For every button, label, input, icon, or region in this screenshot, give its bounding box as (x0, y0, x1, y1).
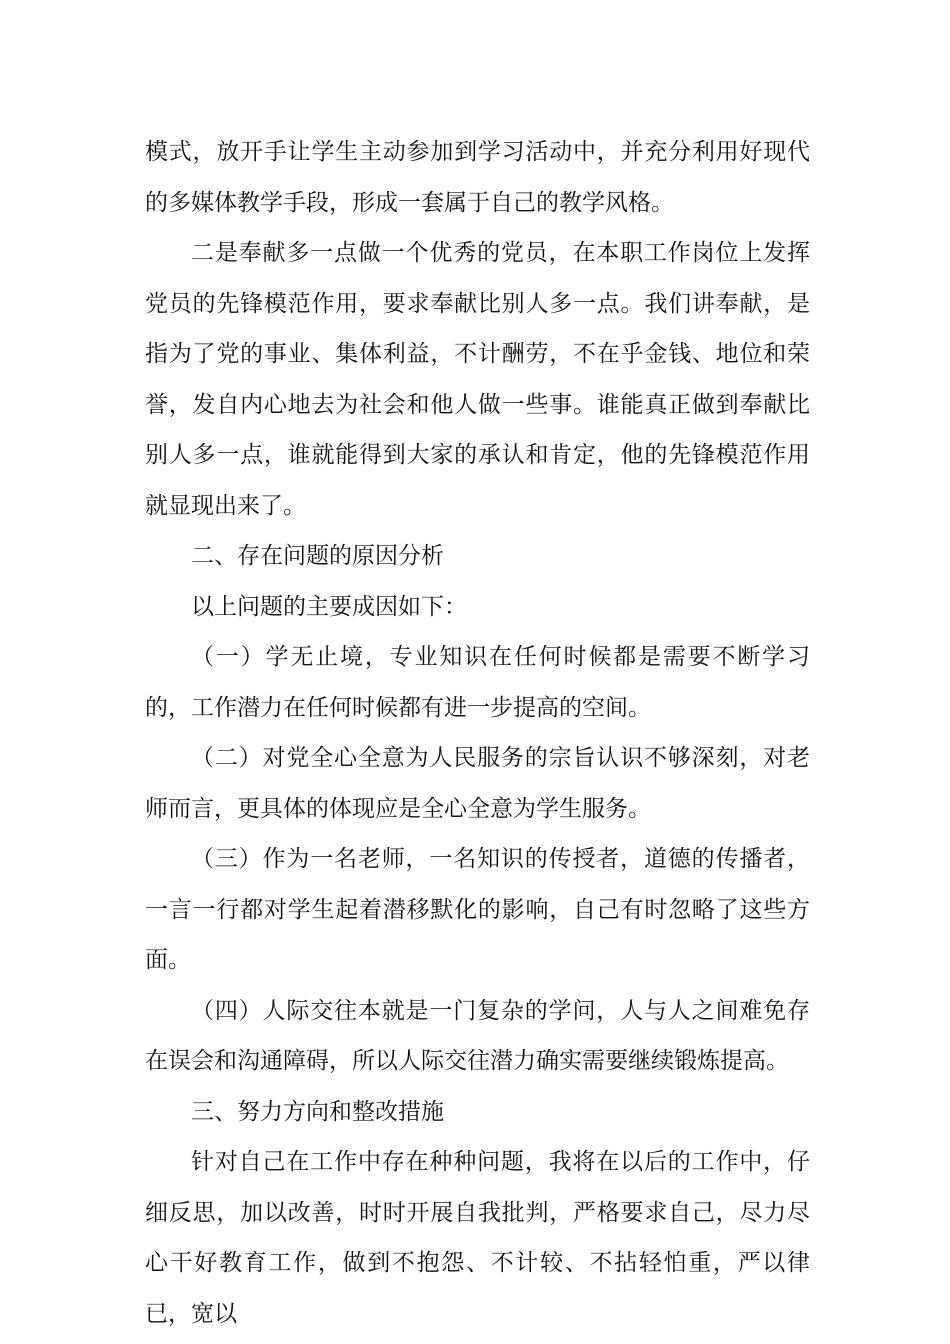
paragraph-improvement: 针对自己在工作中存在种种问题，我将在以后的工作中，仔细反思，加以改善，时时开展自我批判，严格要求自己，尽力尽心干好教育工作，做到不抱怨、不计较、不拈轻怕重，严以律已，宽以 (145, 1149, 810, 1327)
paragraph-main-causes: 以上问题的主要成因如下： (191, 593, 467, 620)
section-heading-cause-analysis: 二、存在问题的原因分析 (191, 543, 444, 569)
paragraph-dedication: 二是奉献多一点做一个优秀的党员，在本职工作岗位上发挥党员的先锋模范作用，要求奉献比别人多一点。我们讲奉献，是指为了党的事业、集体利益，不计酬劳，不在乎金钱、地位和荣誉，发自内心地去为社会和他人做一些事。谁能真正做到奉献比别人多一点，谁就能得到大家的承认和肯定，他的先锋模范作用就显现出来了。 (145, 240, 810, 519)
document-body (145, 127, 810, 1339)
paragraph-cause-2: （二）对党全心全意为人民服务的宗旨认识不够深刻，对老师而言，更具体的体现应是全心全意为学生服务。 (145, 745, 810, 822)
paragraph-cause-3: （三）作为一名老师，一名知识的传授者，道德的传播者，一言一行都对学生起着潜移默化的影响，自己有时忽略了这些方面。 (145, 846, 810, 973)
section-heading-improvement-measures: 三、努力方向和整改措施 (191, 1098, 444, 1125)
paragraph-cause-4: （四）人际交往本就是一门复杂的学问，人与人之间难免存在误会和沟通障碍，所以人际交往潜力确实需要继续锻炼提高。 (145, 997, 810, 1074)
paragraph-cause-1: （一）学无止境，专业知识在任何时候都是需要不断学习的，工作潜力在任何时候都有进一步提高的空间。 (145, 644, 810, 721)
paragraph-continuation: 模式，放开手让学生主动参加到学习活动中，并充分利用好现代的多媒体教学手段，形成一套属于自己的教学风格。 (145, 139, 810, 216)
